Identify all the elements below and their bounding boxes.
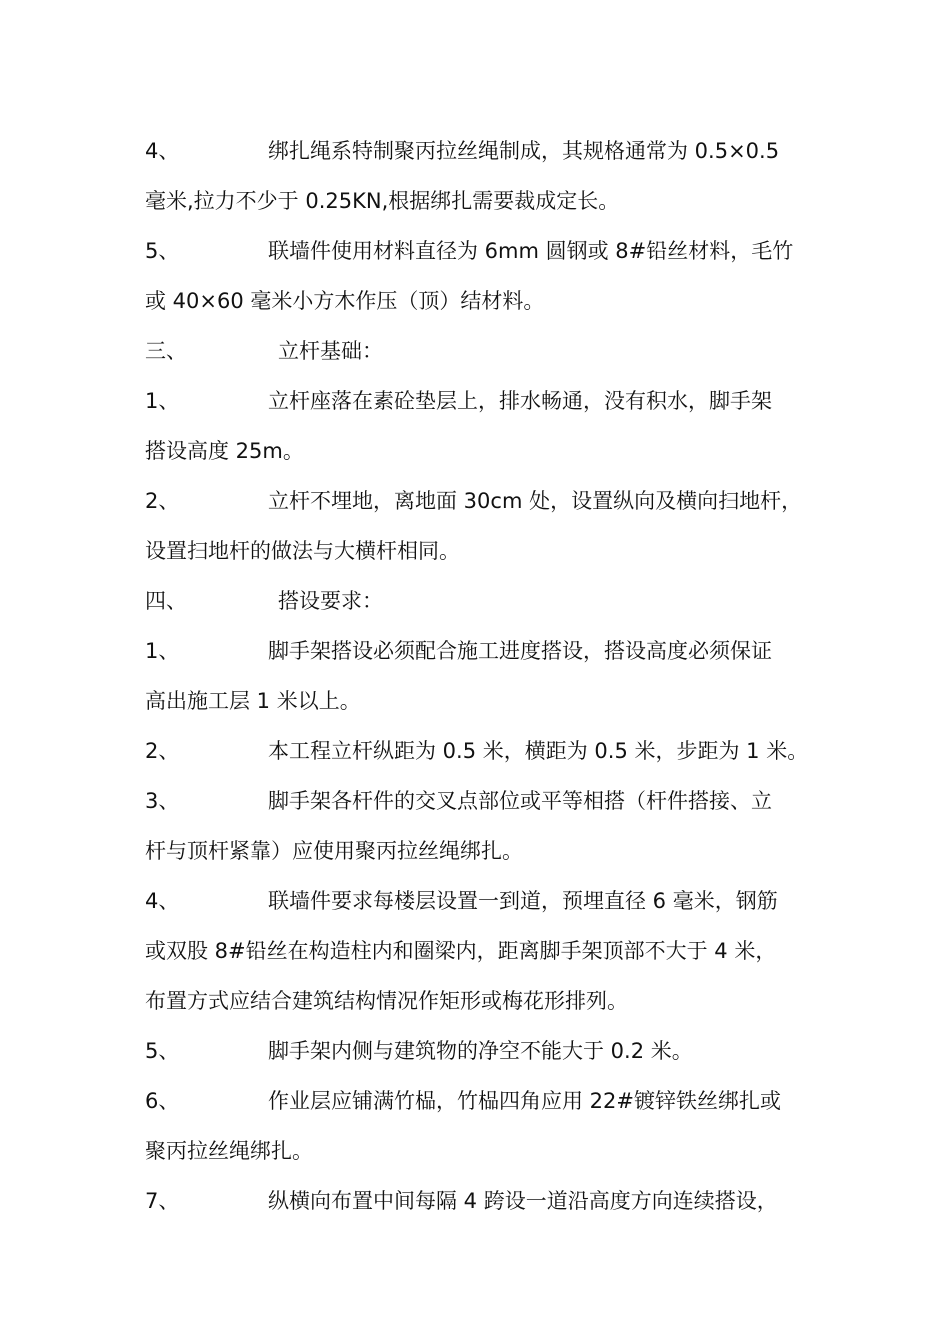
line-text: 立杆不埋地，离地面 30cm 处，设置纵向及横向扫地杆，: [268, 489, 803, 513]
line-text: 脚手架搭设必须配合施工进度搭设，搭设高度必须保证: [268, 639, 772, 663]
item-number: 5、: [145, 1039, 180, 1063]
line-text: 作业层应铺满竹榀，竹榀四角应用 22#镀锌铁丝绑扎或: [268, 1089, 781, 1113]
line-text: 本工程立杆纵距为 0.5 米，横距为 0.5 米，步距为 1 米。: [268, 739, 809, 763]
item-number: 4、: [145, 889, 180, 913]
line-text: 布置方式应结合建筑结构情况作矩形或梅花形排列。: [145, 989, 628, 1013]
line-text: 立杆座落在素砼垫层上，排水畅通，没有积水，脚手架: [268, 389, 772, 413]
line-text: 或 40×60 毫米小方木作压（顶）结材料。: [145, 289, 545, 313]
line-text: 绑扎绳系特制聚丙拉丝绳制成，其规格通常为 0.5×0.5: [268, 139, 780, 163]
section-number: 三、: [145, 339, 187, 363]
line-text: 纵横向布置中间每隔 4 跨设一道沿高度方向连续搭设，: [268, 1189, 778, 1213]
item-number: 1、: [145, 389, 180, 413]
item-number: 2、: [145, 739, 180, 763]
line-text: 或双股 8#铅丝在构造柱内和圈梁内，距离脚手架顶部不大于 4 米，: [145, 939, 777, 963]
line-text: 高出施工层 1 米以上。: [145, 689, 361, 713]
line-text: 联墙件使用材料直径为 6mm 圆钢或 8#铅丝材料，毛竹: [268, 239, 794, 263]
item-number: 3、: [145, 789, 180, 813]
line-text: 毫米,拉力不少于 0.25KN,根据绑扎需要裁成定长。: [145, 189, 620, 213]
item-number: 2、: [145, 489, 180, 513]
item-number: 4、: [145, 139, 180, 163]
line-text: 脚手架内侧与建筑物的净空不能大于 0.2 米。: [268, 1039, 693, 1063]
line-text: 联墙件要求每楼层设置一到道，预埋直径 6 毫米，钢筋: [268, 889, 778, 913]
line-text: 脚手架各杆件的交叉点部位或平等相搭（杆件搭接、立: [268, 789, 772, 813]
section-title: 立杆基础：: [278, 339, 383, 363]
section-number: 四、: [145, 589, 187, 613]
section-title: 搭设要求：: [278, 589, 383, 613]
item-number: 1、: [145, 639, 180, 663]
line-text: 设置扫地杆的做法与大横杆相同。: [145, 539, 460, 563]
item-number: 6、: [145, 1089, 180, 1113]
item-number: 7、: [145, 1189, 180, 1213]
line-text: 聚丙拉丝绳绑扎。: [145, 1139, 313, 1163]
line-text: 杆与顶杆紧靠）应使用聚丙拉丝绳绑扎。: [145, 839, 523, 863]
item-number: 5、: [145, 239, 180, 263]
line-text: 搭设高度 25m。: [145, 439, 304, 463]
